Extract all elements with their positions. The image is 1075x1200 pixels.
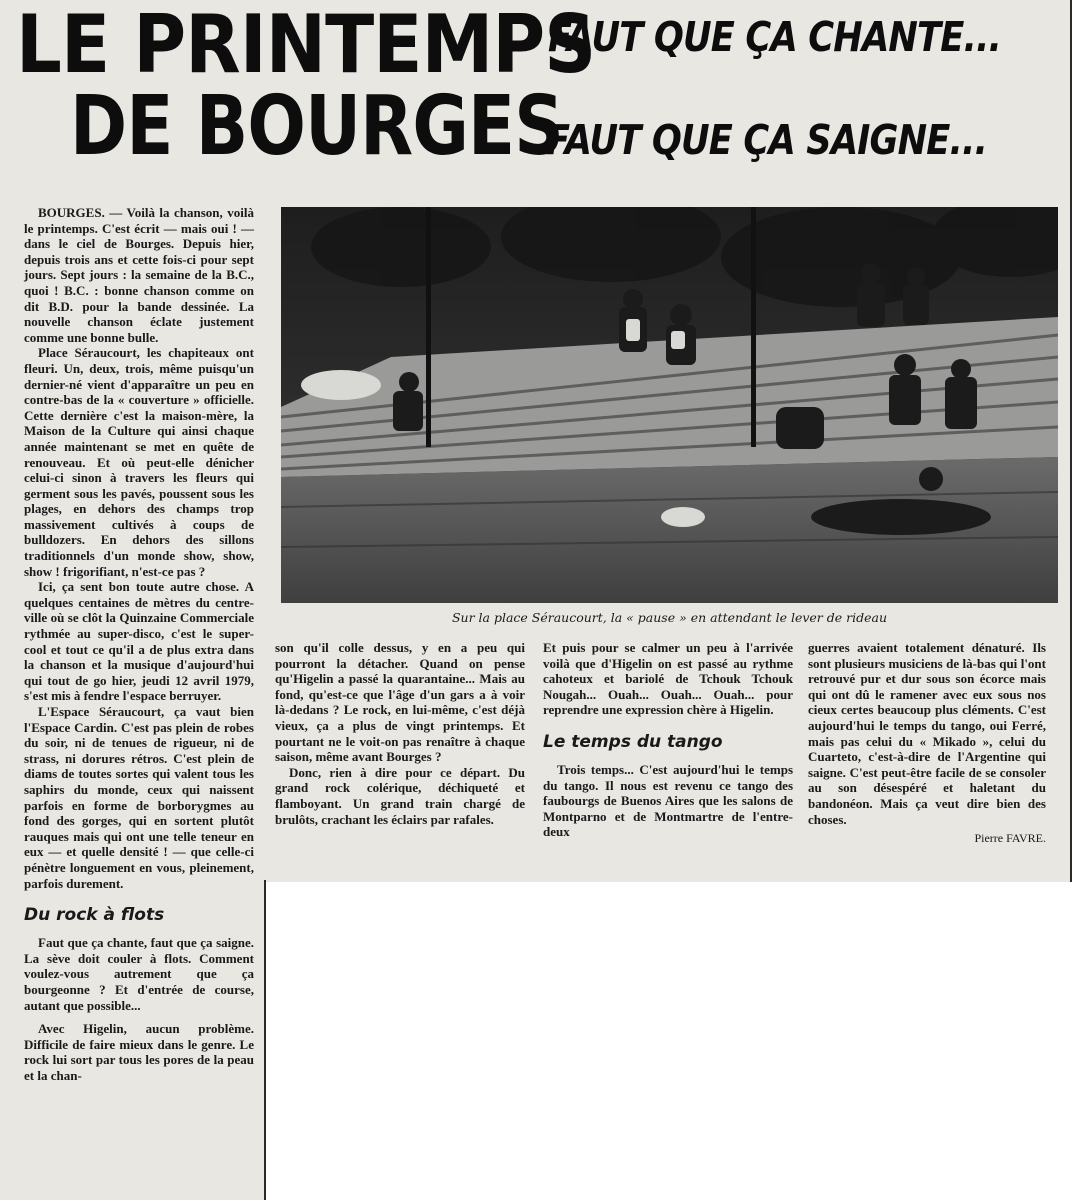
paragraph: L'Espace Séraucourt, ça vaut bien l'Espace Cardin. C'est pas plein de robes du soir, ni de tenues de rigueur, ni de strass, ni dorures rétros. C'est plein de diams de toutes sortes qui valent tous les saphirs du monde, ceux qui naissent parfois en forme de borborygmes au fond des gorges, qui en sortent plutôt rauques mais qui ont une telle teneur en eux — et quelle densité ! — que celle-ci pénètre longuement en vous, pleinement, parfois durement. [24, 704, 254, 891]
paragraph: Place Séraucourt, les chapiteaux ont fleuri. Un, deux, trois, même puisqu'un dernier-né vient d'apparaître un peu en contre-bas de la « couverture » officielle. Cette dernière c'est la maison-mère, la Maison de la Culture qui ainsi chaque année maintenant se met en quête de renouveau. Et où peut-elle dénicher celui-ci sinon à travers les fleurs qui germent sous les pavés, poussent sous les plages, en dehors des champs trop massivement cultivés à coups de bulldozers. En dehors des sillons traditionnels d'un monde show, show, show ! frigorifiant, n'est-ce pas ? [24, 345, 254, 579]
headline-line-1: LE PRINTEMPS [16, 0, 596, 91]
article-column-1 [24, 205, 254, 1083]
paragraph: Ici, ça sent bon toute autre chose. A quelques centaines de mètres du centre-ville où se clôt la Quinzaine Commerciale rythmée au super-disco, c'est le super-cool et tout ce qu'il a de plus extra dans la chanson et la musique d'aujourd'hui qui tout de go hier, jeudi 12 avril 1979, s'est mis à fendre l'espace berruyer. [24, 579, 254, 704]
paragraph: Et puis pour se calmer un peu à l'arrivée voilà que d'Higelin on est passé au rythme cahoteux et bariolé de Tchouk Tchouk Nougah... Ouah... Ouah... Ouah... pour reprendre une expression chère à Higelin. [543, 640, 793, 718]
photo-caption: Sur la place Séraucourt, la « pause » en attendant le lever de rideau [451, 610, 888, 625]
paragraph: son qu'il colle dessus, y en a peu qui pourront la détacher. Quand on pense qu'Higelin a passé la quarantaine... Mais au fond, qu'est-ce que l'âge d'un gars a à voir là-dedans ? Le rock, en lui-même, c'est déjà vieux, ça a plus de vingt printemps. Et pourtant ne le voit-on pas renaître à chaque saison, même avant Bourges ? [275, 640, 525, 765]
paragraph: Trois temps... C'est aujourd'hui le temps du tango. Il nous est revenu ce tango des faubourgs de Buenos Aires que les salons de Montparno et de Montmartre de l'entre-deux [543, 761, 793, 840]
article-column-2 [275, 640, 525, 827]
headline-line-2: DE BOURGES [70, 79, 564, 174]
article-column-4 [808, 640, 1046, 847]
section-heading: Du rock à flots [24, 905, 165, 926]
section-heading: Le temps du tango [543, 731, 723, 752]
author-signature: Pierre FAVRE. [974, 831, 1046, 846]
article-column-3 [543, 640, 793, 840]
paragraph: Donc, rien à dire pour ce départ. Du grand rock colérique, déchiqueté et flamboyant. Un grand train chargé de brulôts, crachant les éclairs par rafales. [275, 764, 525, 827]
subheadline-1: FAUT QUE ÇA CHANTE... [548, 13, 1002, 61]
photo-illustration [281, 207, 1058, 603]
paragraph: Avec Higelin, aucun problème. Difficile de faire mieux dans le genre. Le rock lui sort par tous les pores de la peau et la chan- [24, 1021, 254, 1083]
paragraph: guerres avaient totalement dénaturé. Ils sont plusieurs musiciens de là-bas qui l'ont retrouvé pur et dur sous son écorce mais qui ont dû le ramener avec eux sous nos cieux certes beaucoup plus cléments. C'est aujourd'hui le temps du tango, oui Ferré, mais pas celui du « Mikado », celui du Cuarteto, c'est-à-dire de l'Argentine qui saigne. C'est peut-être facile de se consoler au son désespéré et haletant du bandonéon. Mais ça veut dire bien des choses. [808, 640, 1046, 827]
paragraph: Faut que ça chante, faut que ça saigne. La sève doit couler à flots. Comment voulez-vous autrement que ça bourgeonne ? Et d'entrée de course, autant que possible... [24, 935, 254, 1013]
subheadline-2: FAUT QUE ÇA SAIGNE... [546, 116, 988, 164]
paragraph: BOURGES. — Voilà la chanson, voilà le printemps. C'est écrit — mais oui ! — dans le ciel de Bourges. Depuis hier, depuis trois ans et cette fois-ci pour sept jours. Sept jours : la semaine de la B.C., quoi ! B.C. : bonne chanson comme on dit B.D. pour la bande dessinée. La nouvelle chanson éclate justement comme une bonne bulle. [24, 205, 254, 345]
photo-crowd-on-steps [281, 207, 1058, 603]
